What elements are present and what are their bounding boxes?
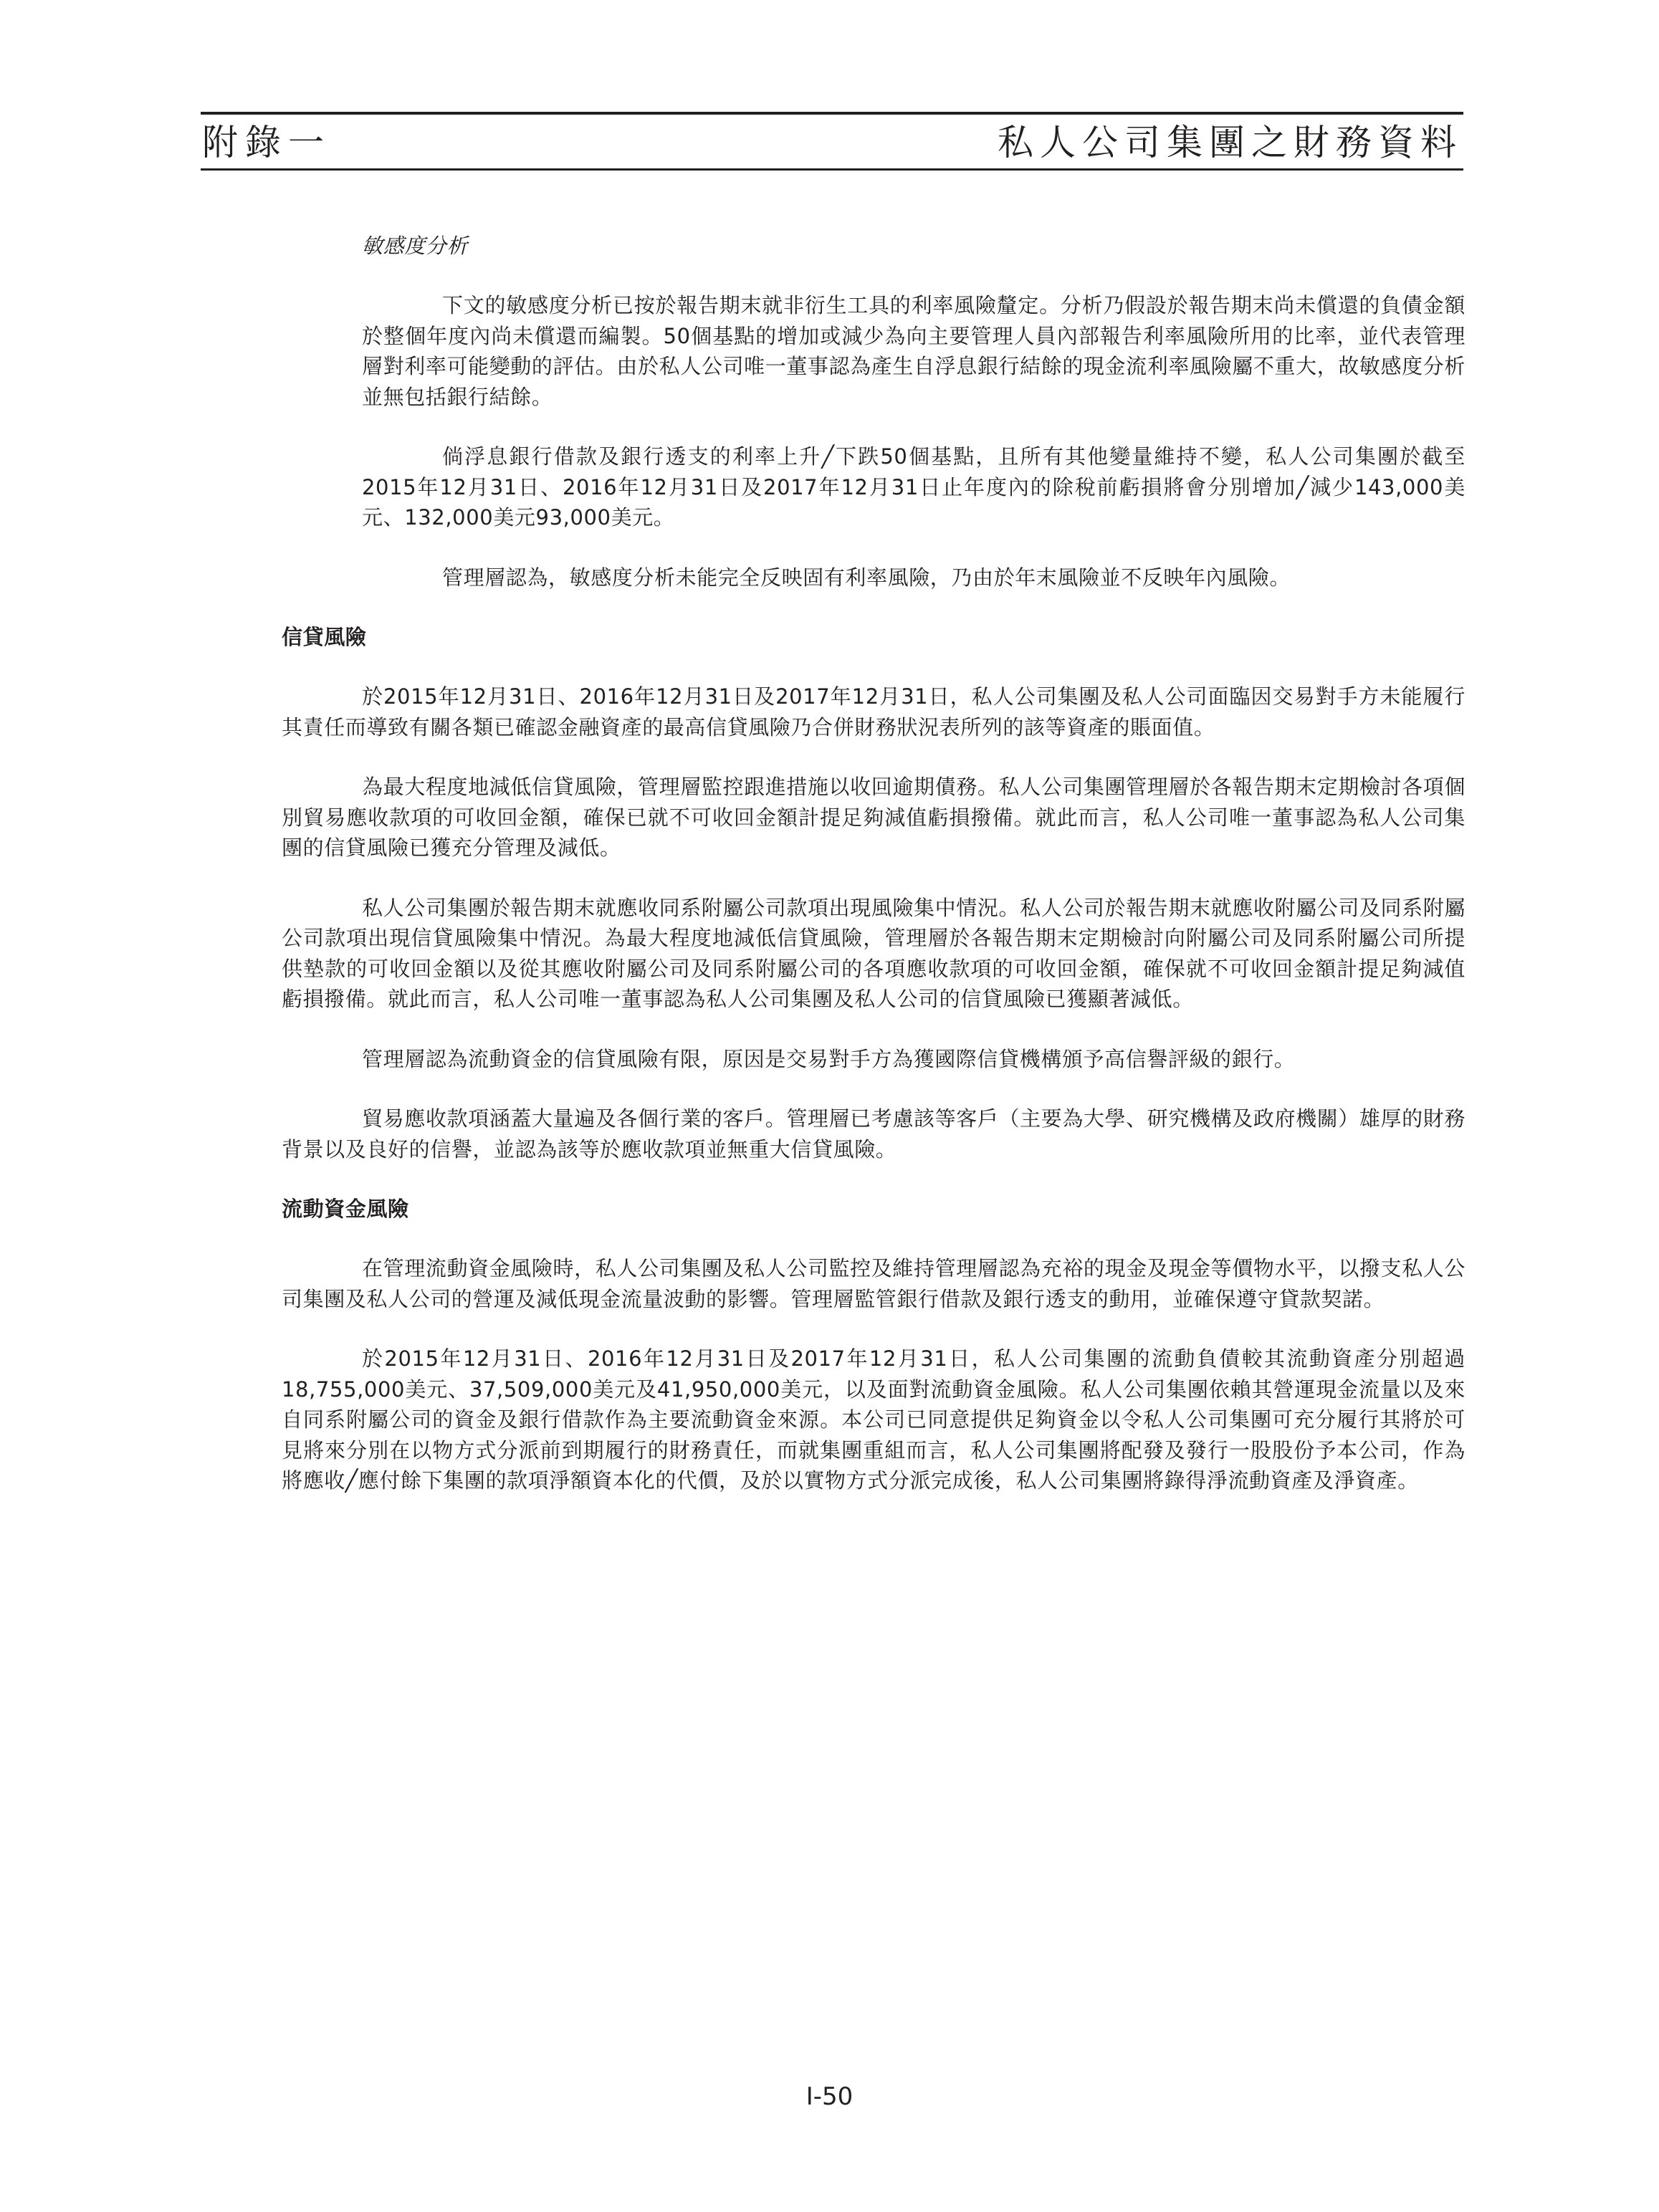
spacer (282, 863, 1466, 893)
sensitivity-paragraph-2: 倘浮息銀行借款及銀行透支的利率上升╱下跌50個基點，且所有其他變量維持不變，私人公司集團於截至2015年12月31日、2016年12月31日及2017年12月31日止年度內的除稅前虧損將會分別增加╱減少143,000美元、132,000美元93,000美元。 (362, 444, 1466, 530)
credit-risk-heading: 信貸風險 (282, 625, 367, 649)
sensitivity-paragraph-1: 下文的敏感度分析已按於報告期末就非衍生工具的利率風險釐定。分析乃假設於報告期末尚未償還的負債金額於整個年度內尚未償還而編製。50個基點的增加或減少為向主要管理人員內部報告利率風險所用的比率，並代表管理層對利率可能變動的評估。由於私人公司唯一董事認為產生自浮息銀行結餘的現金流利率風險屬不重大，故敏感度分析並無包括銀行結餘。 (362, 293, 1466, 409)
liquidity-risk-paragraph-1: 在管理流動資金風險時，私人公司集團及私人公司監控及維持管理層認為充裕的現金及現金等價物水平，以撥支私人公司集團及私人公司的營運及減低現金流量波動的影響。管理層監管銀行借款及銀行透支的動用，並確保遵守貸款契諾。 (282, 1256, 1466, 1311)
liquidity-risk-paragraph-2: 於2015年12月31日、2016年12月31日及2017年12月31日，私人公司集團的流動負債較其流動資產分別超過18,755,000美元、37,509,000美元及41,950,000美元，以及面對流動資金風險。私人公司集團依賴其營運現金流量以及來自同系附屬公司的資金及銀行借款作為主要流動資金來源。本公司已同意提供足夠資金以令私人公司集團可充分履行其將於可見將來分別在以物方式分派前到期履行的財務責任，而就集團重組而言，私人公司集團將配發及發行一股股份予本公司，作為將應收╱應付餘下集團的款項淨額資本化的代價，及於以實物方式分派完成後，私人公司集團將錄得淨流動資產及淨資產。 (282, 1346, 1466, 1493)
header-rule-bottom (201, 168, 1463, 171)
spacer (282, 1314, 1466, 1344)
liquidity-risk-heading: 流動資金風險 (282, 1197, 409, 1221)
sensitivity-subheading: 敏感度分析 (362, 234, 469, 258)
credit-risk-paragraph-3: 私人公司集團於報告期末就應收同系附屬公司款項出現風險集中情況。私人公司於報告期末就應收附屬公司及同系附屬公司款項出現信貸風險集中情況。為最大程度地減低信貸風險，管理層於各報告期末定期檢討向附屬公司及同系附屬公司所提供墊款的可收回金額以及從其應收附屬公司及同系附屬公司的各項應收款項的可收回金額，確保就不可收回金額計提足夠減值虧損撥備。就此而言，私人公司唯一董事認為私人公司集團及私人公司的信貸風險已獲顯著減低。 (282, 895, 1466, 1011)
credit-risk-paragraph-1: 於2015年12月31日、2016年12月31日及2017年12月31日，私人公司集團及私人公司面臨因交易對手方未能履行其責任而導致有關各類已確認金融資產的最高信貸風險乃合併財務狀況表所列的該等資產的賬面值。 (282, 684, 1466, 739)
spacer (282, 1015, 1466, 1044)
credit-risk-paragraph-2: 為最大程度地減低信貸風險，管理層監控跟進措施以收回逾期債務。私人公司集團管理層於各報告期末定期檢討各項個別貿易應收款項的可收回金額，確保已就不可收回金額計提足夠減值虧損撥備。就此而言，私人公司唯一董事認為私人公司集團的信貸風險已獲充分管理及減低。 (282, 775, 1466, 860)
header-right-title: 私人公司集團之財務資料 (998, 122, 1463, 163)
page-content (282, 231, 1466, 1496)
header-left-title: 附錄一 (202, 122, 331, 163)
sensitivity-paragraph-3: 管理層認為，敏感度分析未能完全反映固有利率風險，乃由於年末風險並不反映年內風險。 (442, 565, 1291, 590)
credit-risk-paragraph-5: 貿易應收款項涵蓋大量遍及各個行業的客戶。管理層已考慮該等客戶（主要為大學、研究機構及政府機關）雄厚的財務背景以及良好的信譽，並認為該等於應收款項並無重大信貸風險。 (282, 1106, 1466, 1162)
spacer (282, 652, 1466, 681)
spacer (282, 742, 1466, 772)
spacer (282, 1164, 1466, 1194)
spacer (362, 533, 1466, 562)
credit-risk-paragraph-4: 管理層認為流動資金的信貸風險有限，原因是交易對手方為獲國際信貸機構頒予高信譽評級的銀行。 (362, 1046, 1296, 1071)
spacer (282, 593, 1466, 622)
page-number: I-50 (805, 2082, 854, 2111)
sensitivity-block (282, 290, 1466, 593)
spacer (282, 1074, 1466, 1103)
spacer (282, 1224, 1466, 1253)
spacer (282, 261, 1466, 290)
spacer (362, 412, 1466, 441)
header-rule-top (201, 112, 1463, 115)
